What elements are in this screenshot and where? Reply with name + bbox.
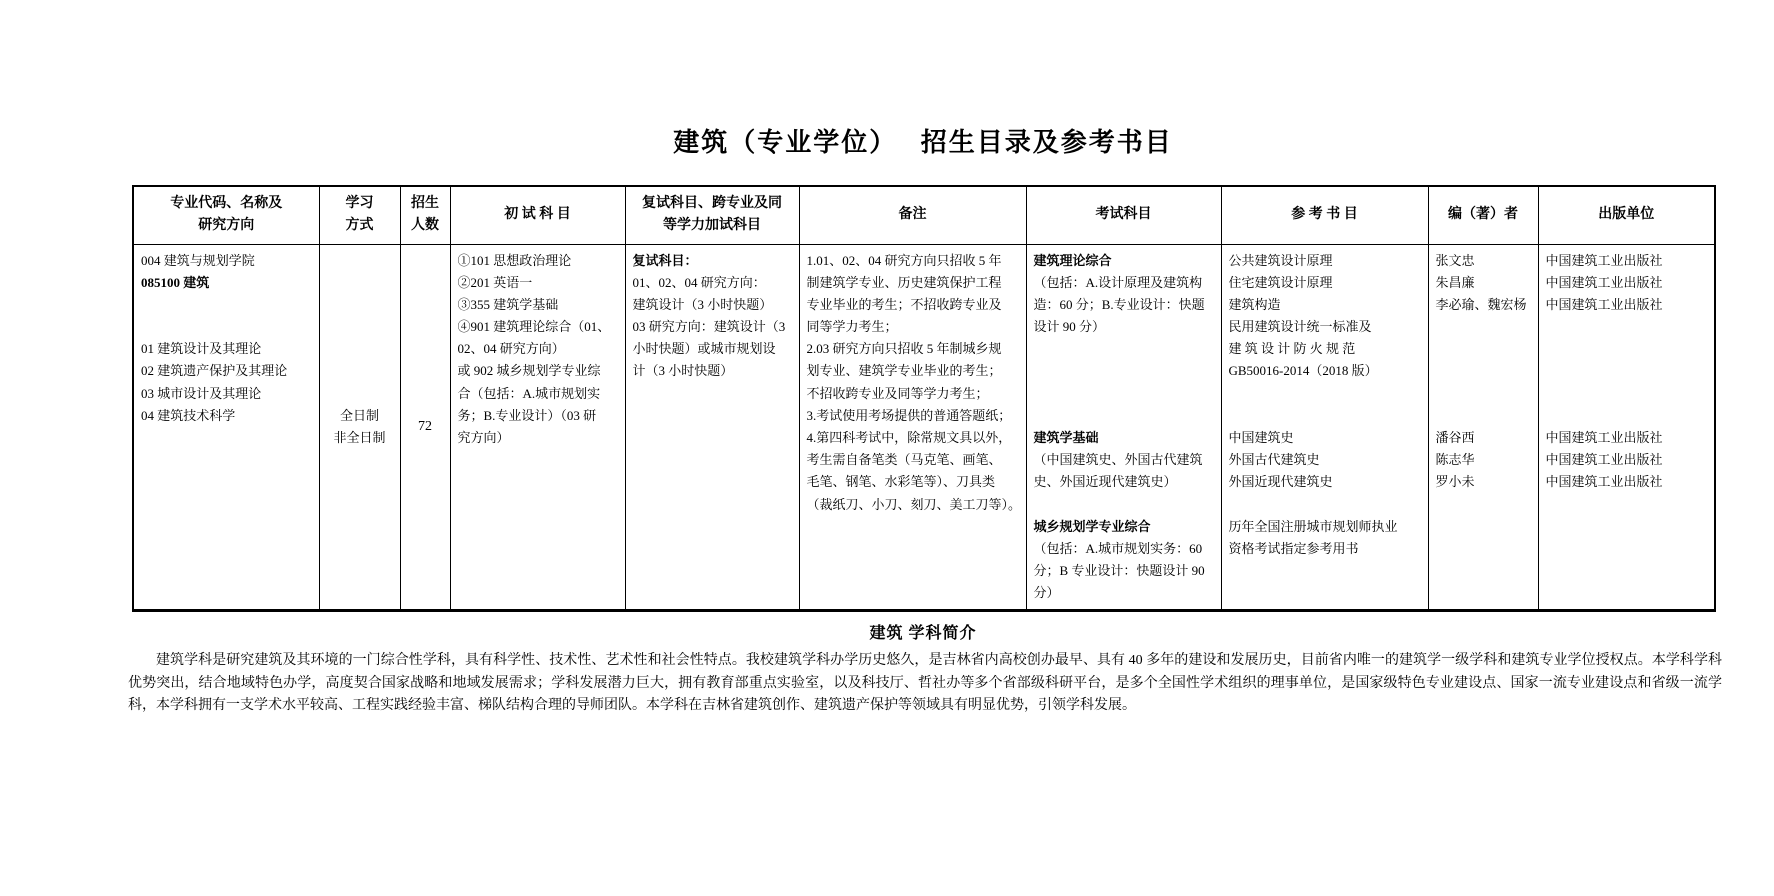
- cell-retest: 复试科目： 01、02、04 研究方向： 建筑设计（3 小时快题） 03 研究方向：建筑设计（3 小时快题）或城市规划设 计（3 小时快题）: [625, 244, 799, 610]
- header-initial-exam: 初 试 科 目: [450, 186, 625, 244]
- cell-reference-books: 公共建筑设计原理 住宅建筑设计原理 建筑构造 民用建筑设计统一标准及 建 筑 设 计 防 火 规 范 GB50016-2014（2018 版） 中国建筑史 外国古代建筑史 外国近现代建筑史 历年全国注册城市规划师执业 资格考试指定参考用书: [1221, 244, 1428, 610]
- header-exam-subjects: 考试科目: [1026, 186, 1221, 244]
- section-heading: 建筑 学科简介: [869, 625, 977, 642]
- page-title: 建筑（专业学位） 招生目录及参考书目: [673, 128, 1173, 157]
- cell-remarks: 1.01、02、04 研究方向只招收 5 年 制建筑学专业、历史建筑保护工程 专业毕业的考生；不招收跨专业及 同等学力考生； 2.03 研究方向只招收 5 年制城乡规 划专业、建筑学专业毕业的考生； 不招收跨专业及同等学力考生； 3.考试使用考场提供的普通答题纸； 4.第四科考试中，除常规文具以外， 考生需自备笔类（马克笔、画笔、 毛笔、钢笔、水彩笔等）、刀具类 （裁纸刀、小刀、刻刀、美工刀等）。: [799, 244, 1026, 610]
- cell-exam-subjects: 建筑理论综合 （包括：A.设计原理及建筑构 造：60 分；B.专业设计：快题 设计 90 分） 建筑学基础 （中国建筑史、外国古代建筑 史、外国近现代建筑史） 城乡规划学专业综合 （包括：A.城市规划实务：60 分；B 专业设计：快题设计 90 分）: [1026, 244, 1221, 610]
- cell-study-mode: 全日制 非全日制: [319, 244, 400, 610]
- admissions-table: [132, 185, 1716, 612]
- header-row: [133, 186, 1715, 244]
- cell-enrollment: 72: [400, 244, 450, 610]
- header-reference-books: 参 考 书 目: [1221, 186, 1428, 244]
- intro-paragraph: 建筑学科是研究建筑及其环境的一门综合性学科，具有科学性、技术性、艺术性和社会性特点。我校建筑学科办学历史悠久，是吉林省内高校创办最早、具有 40 多年的建设和发展历史，目前省内唯一的建筑学一级学科和建筑专业学位授权点。本学科学科优势突出，结合地域特色办学，高度契合国家战略和地域发展需求；学科发展潜力巨大，拥有教育部重点实验室，以及科技厅、哲社办等多个省部级科研平台，是多个全国性学术组织的理事单位，是国家级特色专业建设点、国家一流专业建设点和省级一流学科，本学科拥有一支学术水平较高、工程实践经验丰富、梯队结构合理的导师团队。本学科在吉林省建筑创作、建筑遗产保护等领域具有明显优势，引领学科发展。: [128, 653, 1722, 713]
- header-enrollment: 招生 人数: [400, 186, 450, 244]
- table-row: [133, 244, 1715, 610]
- cell-authors: 张文忠 朱昌廉 李必瑜、魏宏杨 潘谷西 陈志华 罗小未: [1428, 244, 1538, 610]
- header-authors: 编（著）者: [1428, 186, 1538, 244]
- cell-program: 004 建筑与规划学院 085100 建筑 01 建筑设计及其理论 02 建筑遗产保护及其理论 03 城市设计及其理论 04 建筑技术科学: [133, 244, 319, 610]
- header-remarks: 备注: [799, 186, 1026, 244]
- header-publishers: 出版单位: [1538, 186, 1715, 244]
- cell-initial-exam: ①101 思想政治理论 ②201 英语一 ③355 建筑学基础 ④901 建筑理论综合（01、 02、04 研究方向） 或 902 城乡规划学专业综 合（包括：A.城市规划实 务；B.专业设计）（03 研 究方向）: [450, 244, 625, 610]
- header-retest: 复试科目、跨专业及同 等学力加试科目: [625, 186, 799, 244]
- cell-publishers: 中国建筑工业出版社 中国建筑工业出版社 中国建筑工业出版社 中国建筑工业出版社 中国建筑工业出版社 中国建筑工业出版社: [1538, 244, 1715, 610]
- header-study-mode: 学习 方式: [319, 186, 400, 244]
- header-program: 专业代码、名称及 研究方向: [133, 186, 319, 244]
